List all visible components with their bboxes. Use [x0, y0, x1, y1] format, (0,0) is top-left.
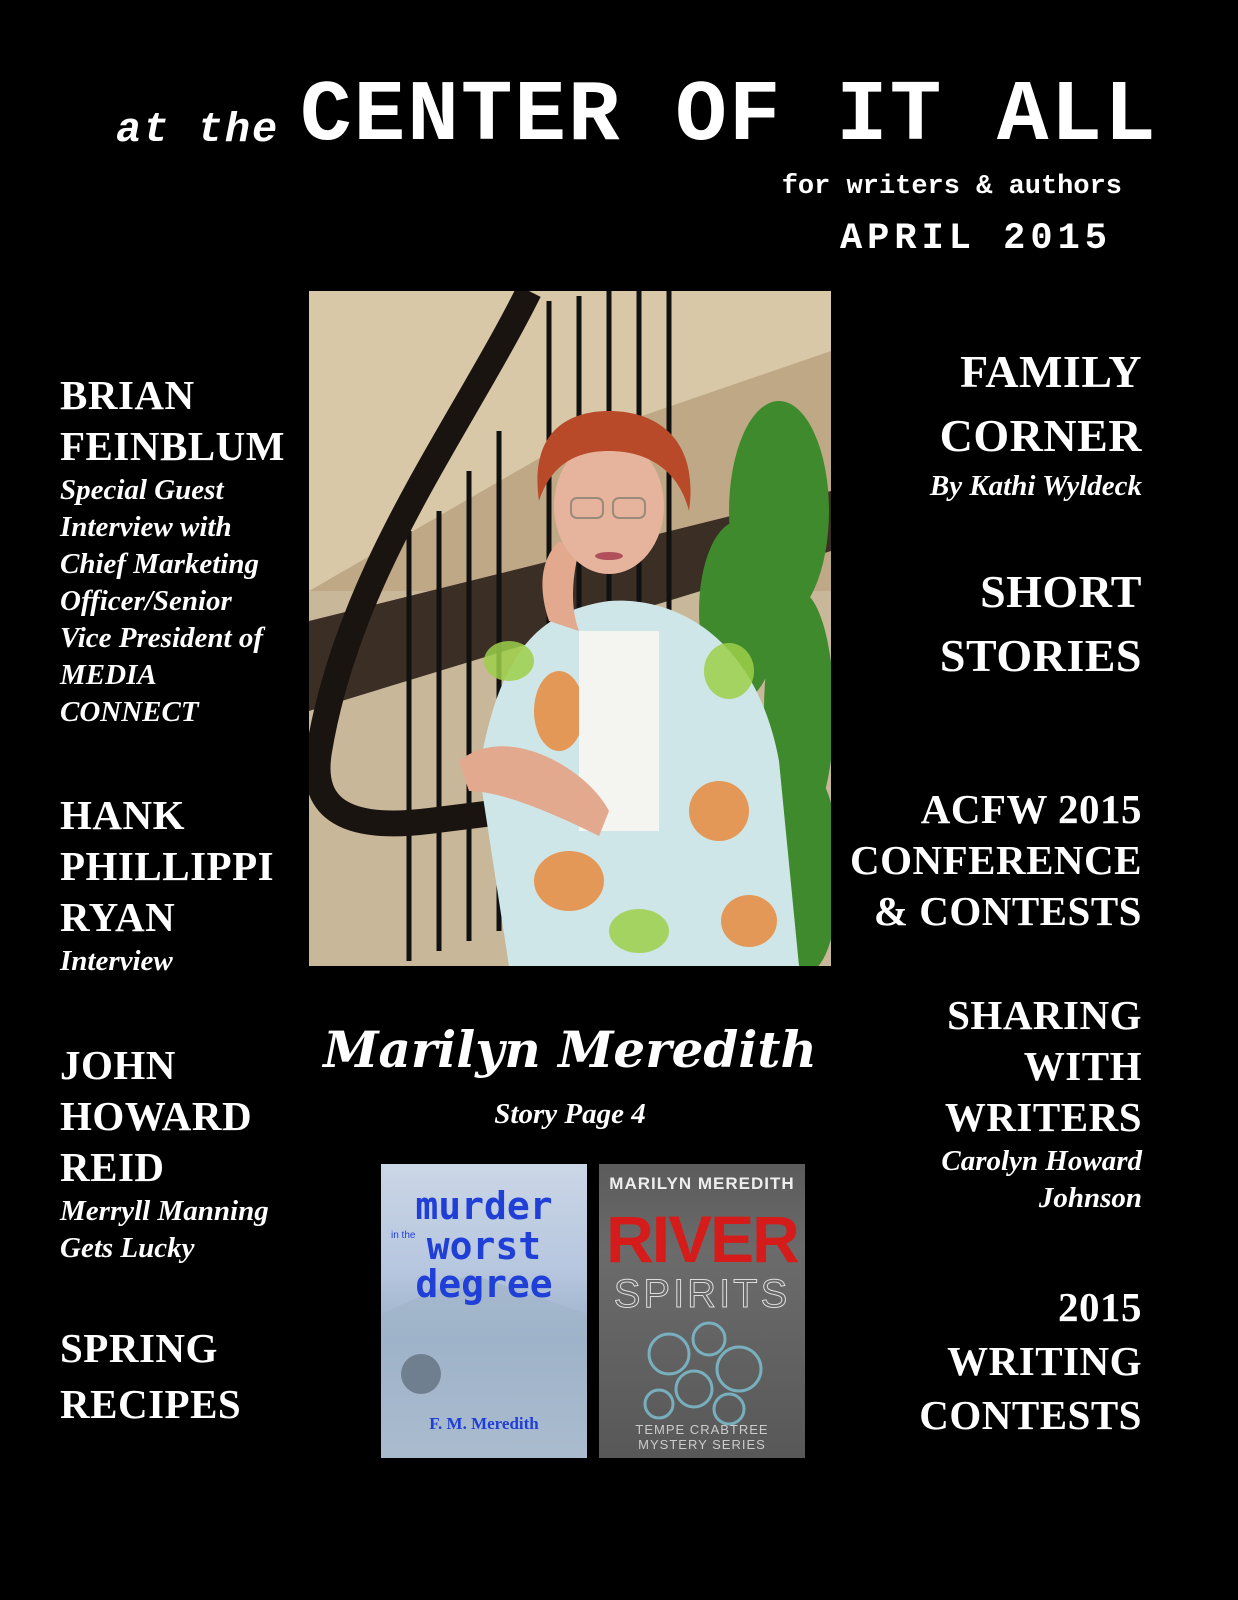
headline-line: SHARING — [947, 992, 1142, 1038]
headline-line: WRITING — [947, 1338, 1142, 1384]
headline-line: PHILLIPPI — [60, 843, 275, 889]
headline-line: CORNER — [939, 410, 1142, 461]
book-title: RIVER — [606, 1202, 798, 1276]
headline-line: STORIES — [939, 630, 1142, 681]
book-title-line: degree — [415, 1262, 553, 1306]
headline-line: CONFERENCE — [849, 837, 1142, 883]
headline-line: ACFW 2015 — [920, 786, 1142, 832]
story-acfw-conference — [850, 784, 1142, 937]
story-sharing-with-writers — [941, 990, 1142, 1217]
issue-date: APRIL 2015 — [839, 218, 1112, 260]
subtitle-line: Carolyn Howard — [941, 1145, 1142, 1177]
story-hank-phillippi-ryan — [60, 790, 274, 980]
subtitle-line: Johnson — [1038, 1182, 1142, 1214]
feature-author-name: Marilyn Meredith — [323, 1020, 817, 1079]
badge-icon — [401, 1354, 441, 1394]
subtitle-line: Chief Marketing — [60, 548, 259, 580]
cover-photo — [309, 291, 831, 966]
book-author: MARILYN MEREDITH — [609, 1174, 795, 1193]
book-cover-river-spirits — [599, 1164, 805, 1458]
headline-line: WITH — [1023, 1043, 1142, 1089]
headline-line: FAMILY — [960, 346, 1142, 397]
headline-line: REID — [60, 1144, 165, 1190]
subtitle-line: Interview with — [60, 511, 232, 543]
headline-line: 2015 — [1058, 1284, 1142, 1330]
story-writing-contests — [919, 1280, 1142, 1442]
book-title-line: murder — [415, 1184, 553, 1228]
book-subtitle: SPIRITS — [613, 1272, 791, 1316]
story-john-howard-reid — [60, 1040, 269, 1267]
story-brian-feinblum — [60, 370, 285, 731]
subtitle-line: Officer/Senior — [60, 585, 232, 617]
subtitle-line: CONNECT — [60, 696, 199, 728]
headline-line: HOWARD — [60, 1093, 253, 1139]
subtitle-line: Special Guest — [60, 474, 224, 506]
subtitle-line: Vice President of — [60, 622, 263, 654]
headline-line: JOHN — [60, 1042, 176, 1088]
subtitle-line: Merryll Manning — [60, 1195, 269, 1227]
subtitle-line: Interview — [60, 945, 173, 977]
headline-line: HANK — [60, 792, 185, 838]
feature-page-reference: Story Page 4 — [494, 1098, 646, 1130]
masthead-tagline: for writers & authors — [781, 172, 1122, 202]
headline-line: RECIPES — [60, 1381, 242, 1427]
story-family-corner — [930, 340, 1142, 505]
subtitle-line: MEDIA — [60, 659, 157, 691]
story-spring-recipes — [60, 1320, 241, 1432]
headline-line: & CONTESTS — [873, 888, 1142, 934]
masthead-title: CENTER OF IT ALL — [300, 67, 1158, 165]
book-cover-murder-worst-degree — [381, 1164, 587, 1458]
headline-line: SHORT — [980, 566, 1142, 617]
headline-line: FEINBLUM — [60, 423, 285, 469]
headline-line: BRIAN — [60, 372, 195, 418]
subtitle-line: By Kathi Wyldeck — [929, 470, 1142, 502]
subtitle-line: Gets Lucky — [60, 1232, 195, 1264]
story-short-stories — [940, 560, 1142, 688]
book-title-line: in the — [391, 1230, 416, 1241]
book-title-line: worst — [426, 1224, 542, 1268]
headline-line: WRITERS — [944, 1094, 1142, 1140]
masthead-prefix: at the — [116, 106, 280, 154]
headline-line: CONTESTS — [919, 1392, 1142, 1438]
book-series: TEMPE CRABTREE MYSTERY SERIES — [635, 1422, 769, 1452]
headline-line: SPRING — [60, 1325, 218, 1371]
headline-line: RYAN — [60, 894, 176, 940]
book-author: F. M. Meredith — [429, 1414, 539, 1433]
